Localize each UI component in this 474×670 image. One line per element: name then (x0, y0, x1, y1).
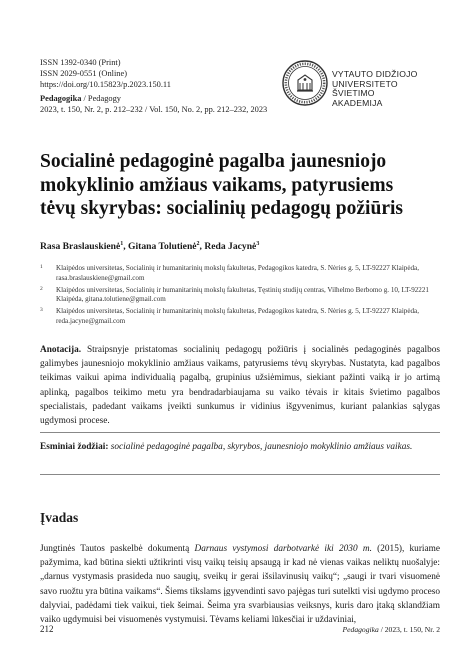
keywords-text: socialinė pedagoginė pagalba, skyrybos, jaunesniojo mokyklinio amžiaus vaikas. (108, 442, 413, 452)
publication-metadata (40, 57, 267, 115)
citation-line: 2023, t. 150, Nr. 2, p. 212–232 / Vol. 150, No. 2, pp. 212–232, 2023 (40, 105, 268, 114)
running-footer (240, 625, 440, 634)
doi-link[interactable]: https://doi.org/10.15823/p.2023.150.11 (40, 80, 171, 89)
abstract (40, 343, 440, 428)
issn-online: ISSN 2029-0551 (Online) (40, 69, 128, 78)
issn-print: ISSN 1392-0340 (Print) (40, 58, 121, 67)
affiliation-number: 1 (40, 264, 43, 270)
body-paragraph (40, 542, 440, 627)
article-title (40, 150, 440, 221)
university-line-3: ŠVIETIMO (332, 88, 375, 99)
divider (40, 474, 440, 475)
affiliation-number: 3 (40, 307, 43, 314)
running-issue: / 2023, t. 150, Nr. 2 (378, 625, 440, 634)
running-journal: Pedagogika (342, 625, 379, 634)
abstract-text: Straipsnyje pristatomas socialinių pedagogų požiūris į socialinės pedagoginės pagalbos galimybes jaunesniojo mokyklinio amžiaus vaikams, patyrusiems tėvų skyrybas. Nustatyta, kad pagalbos teikimas vaikui apima individualią pagalbą, grupinius užsiėmimus, siekiant pažinti vaiką ir jo artimą aplinką, pagalbos teikimo metu yra bendradarbiaujama su vaiko tėvais ir kitais švietimo pagalbos specialistais, padedant vaikams įveikti sunkumus ir vidinius išgyvenimus, kuriant palankias sąlygas ugdymosi procese. (40, 345, 440, 427)
journal-line (40, 93, 267, 104)
affiliation-text: Klaipėdos universitetas, Socialinių ir humanitarinių mokslų fakultetas, Pedagogikos katedra, S. Nėries g. 5, LT-92227 Klaipėda, rasa.braslauskiene@gmail.com (56, 264, 419, 282)
author-name: Gitana Tolutienė (128, 241, 197, 253)
title-line-1: Socialinė pedagoginė pagalba jaunesniojo (40, 151, 387, 172)
affiliation-text: Klaipėdos universitetas, Socialinių ir humanitarinių mokslų fakultetas, Pedagogikos katedra, S. Nėries g. 5, LT-92227 Klaipėda, reda.jacyne@gmail.com (56, 307, 419, 325)
author-affiliation-mark: 3 (256, 241, 260, 247)
author-list: Rasa Braslauskienė$^1$, Gitana Tolutienė$^2$, Reda Jacynė$^3$ (40, 241, 260, 253)
university-line-2: UNIVERSITETO (332, 78, 398, 89)
divider (40, 432, 440, 433)
university-seal-icon (282, 60, 328, 106)
university-name (332, 70, 417, 108)
affiliation-item (40, 286, 440, 305)
title-line-2: mokyklinio amžiaus vaikams, patyrusiems (40, 174, 394, 196)
section-heading: Įvadas (40, 510, 79, 525)
journal-name-en: / Pedagogy (81, 94, 121, 103)
affiliation-text: Klaipėdos universitetas, Socialinių ir humanitarinių mokslų fakultetas, Tęstinių studijų centras, Vilhelmo Berbomo g. 10, LT-92221 Klaipėda, gitana.tolutiene@gmail.com (56, 285, 429, 304)
page-number: 212 (40, 624, 54, 634)
paragraph-text: (2015), kuriame pažymima, kad būtina siekti užtikrinti visų vaikų teisių apsaugą ir kad nė vienas vaikas neliktų nuošalyje: „darnus vystymasis prasideda nuo saugių, sveikų ir gerai išsilavinusių vaikų“; „saugi ir tvari visuomenė savo ruožtu yra būtina vaikams“. Šiems tikslams įgyvendinti savo pajėgas turi sutelkti visi ugdymo proceso dalyviai, padėdami tiek vaikui, tiek šeimai. Šeima yra svarbiausias veiksnys, kuris daro įtaką sklandžiam vaiko ugdymuisi bei visuomenės vystymuisi. Tėvams keliami lūkesčiai ir uždaviniai, (40, 544, 440, 626)
affiliation-number: 2 (40, 285, 43, 292)
journal-name: Pedagogika (40, 94, 82, 103)
affiliation-item (40, 264, 440, 283)
keywords (40, 440, 440, 454)
university-line-1: VYTAUTO DIDŽIOJO (332, 69, 418, 79)
keywords-label: Esminiai žodžiai: (40, 442, 109, 452)
paragraph-italic: Darnaus vystymosi darbotvarkė iki 2030 m. (194, 544, 372, 554)
author-affiliation-mark: 1 (120, 241, 124, 247)
paragraph-text: Jungtinės Tautos paskelbė dokumentą (40, 544, 195, 554)
affiliations (40, 264, 440, 329)
author-affiliation-mark: 2 (196, 241, 200, 247)
university-line-4: AKADEMIJA (332, 97, 383, 108)
affiliation-item (40, 307, 440, 326)
author-name: Rasa Braslauskienė (40, 241, 121, 253)
author-name: Reda Jacynė (204, 241, 257, 253)
title-line-3: tėvų skyrybas: socialinių pedagogų požiūris (40, 198, 403, 219)
abstract-label: Anotacija. (40, 345, 82, 355)
